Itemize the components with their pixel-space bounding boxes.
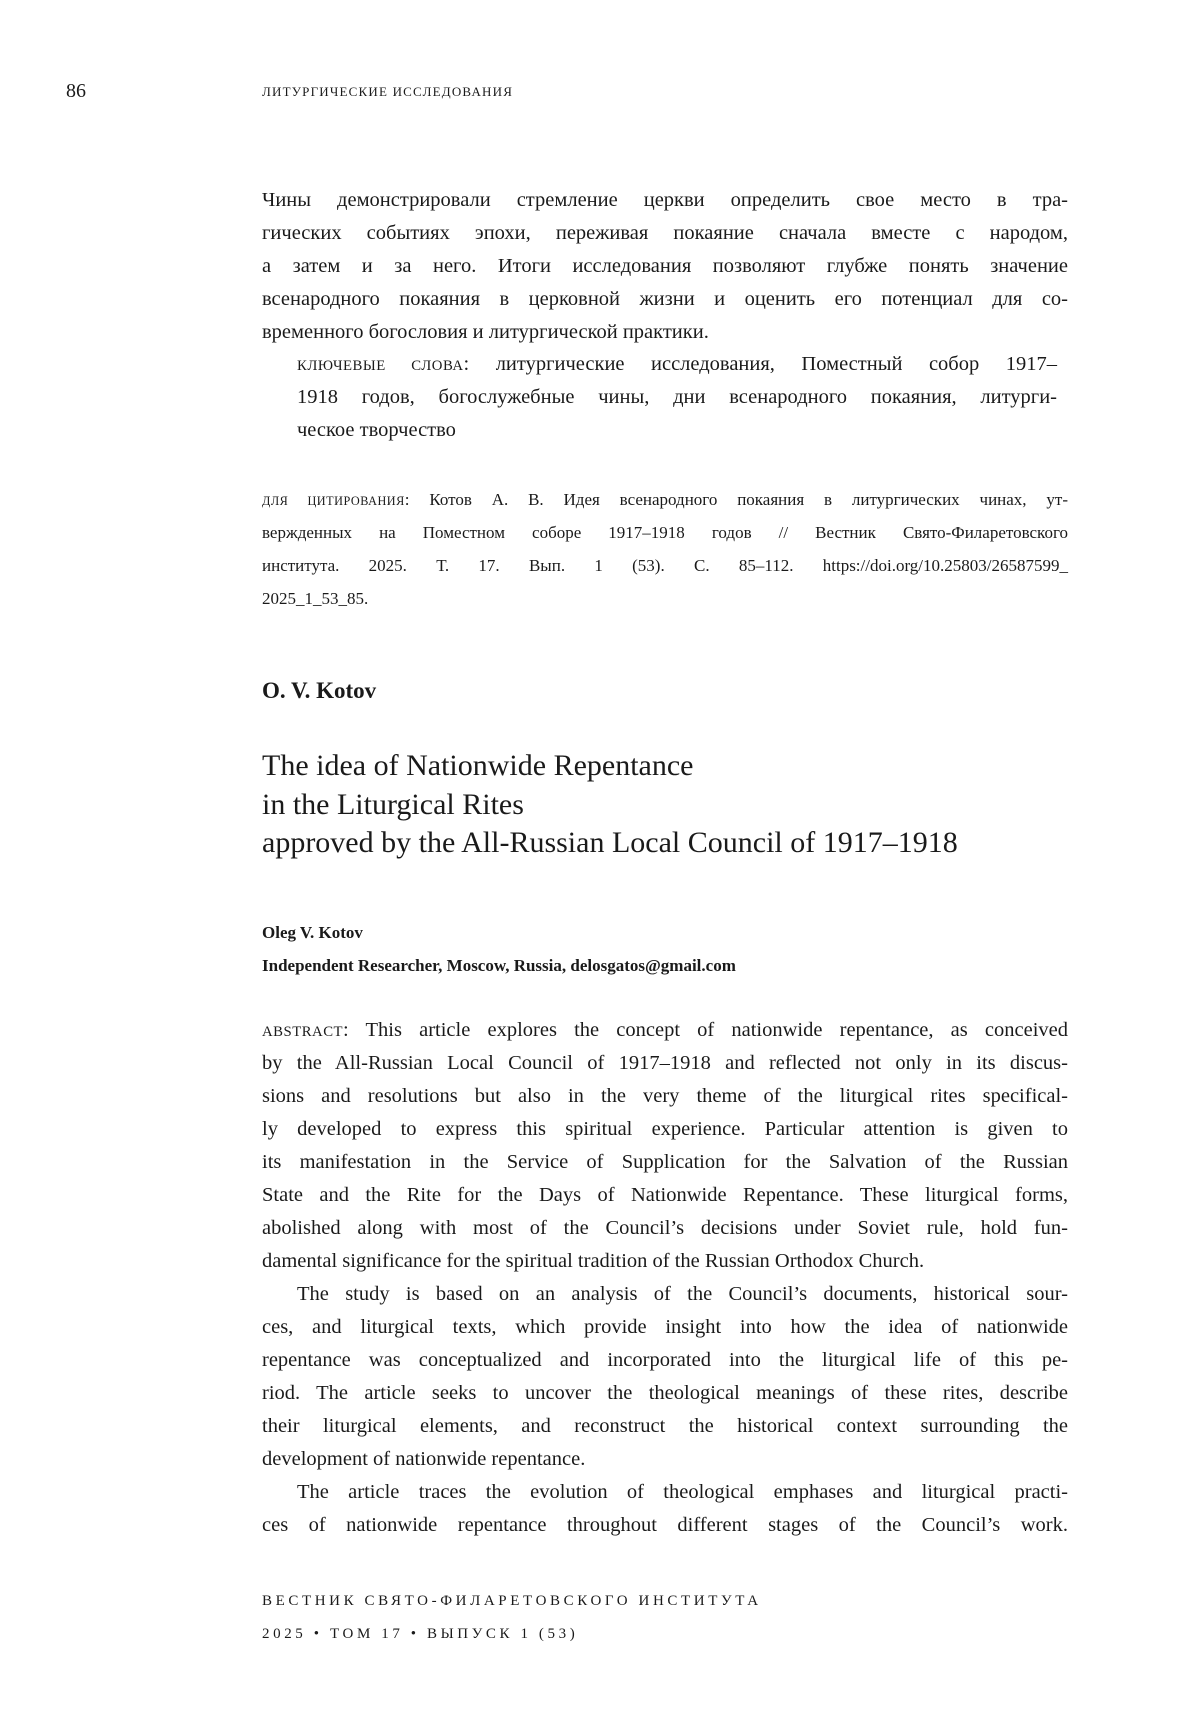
line-text: : Котов А. В. Идея всенародного покаяния в литургических чинах, ут- xyxy=(405,490,1068,509)
line-text: 2025_1_53_85. xyxy=(262,589,368,608)
line-text: ly developed to express this spiritual experience. Particular attention is given to xyxy=(262,1118,1068,1140)
line-text: гических событиях эпохи, переживая покаяние сначала вместе с народом, xyxy=(262,222,1068,244)
article-title xyxy=(262,747,958,863)
text-line xyxy=(262,582,1068,615)
line-text: всенародного покаяния в церковной жизни и оценить его потенциал для со- xyxy=(262,288,1068,310)
text-line xyxy=(262,1410,1068,1443)
abstract-paragraph-1 xyxy=(262,1014,1068,1278)
line-text: riod. The article seeks to uncover the theological meanings of these rites, describe xyxy=(262,1382,1068,1404)
text-line xyxy=(262,1509,1068,1542)
line-text: 1918 годов, богослужебные чины, дни всенародного покаяния, литурги- xyxy=(297,386,1057,408)
section-label: ДЛЯ ЦИТИРОВАНИЯ xyxy=(262,494,405,508)
line-text: development of nationwide repentance. xyxy=(262,1448,585,1470)
text-line xyxy=(262,1245,1068,1278)
author-info xyxy=(262,916,736,982)
text-line xyxy=(262,1179,1068,1212)
text-line xyxy=(262,217,1068,250)
text-line xyxy=(262,1278,1068,1311)
text-line xyxy=(262,1113,1068,1146)
line-text: ческое творчество xyxy=(297,419,456,441)
text-line xyxy=(262,483,1068,516)
text-line xyxy=(262,316,1068,349)
section-label: КЛЮЧЕВЫЕ СЛОВА xyxy=(297,358,464,374)
ru-abstract-end xyxy=(262,184,1068,349)
text-line xyxy=(262,184,1068,217)
line-text: State and the Rite for the Days of Nationwide Repentance. These liturgical forms, xyxy=(262,1184,1068,1206)
text-line xyxy=(297,414,1057,447)
text-line xyxy=(262,516,1068,549)
line-text: abolished along with most of the Council’s decisions under Soviet rule, hold fun- xyxy=(262,1217,1068,1239)
line-text: by the All-Russian Local Council of 1917–1918 and reflected not only in its discus- xyxy=(262,1052,1068,1074)
line-text: временного богословия и литургической практики. xyxy=(262,321,709,343)
keywords xyxy=(297,348,1057,447)
journal-footer xyxy=(262,1585,762,1651)
text-line xyxy=(262,250,1068,283)
line-text: damental significance for the spiritual tradition of the Russian Orthodox Church. xyxy=(262,1250,924,1272)
line-text: its manifestation in the Service of Supplication for the Salvation of the Russian xyxy=(262,1151,1068,1173)
text-line xyxy=(262,1014,1068,1047)
text-line xyxy=(262,549,1068,582)
line-text: ces of nationwide repentance throughout different stages of the Council’s work. xyxy=(262,1514,1068,1536)
line-text: The study is based on an analysis of the Council’s documents, historical sour- xyxy=(297,1283,1068,1305)
line-text: sions and resolutions but also in the very theme of the liturgical rites specifical- xyxy=(262,1085,1068,1107)
text-line xyxy=(262,1146,1068,1179)
line-text: вержденных на Поместном соборе 1917–1918 годов // Вестник Свято-Филаретовского xyxy=(262,523,1068,542)
line-text: : литургические исследования, Поместный собор 1917– xyxy=(464,353,1057,375)
title-line: approved by the All-Russian Local Council of 1917–1918 xyxy=(262,824,958,863)
line-text: Чины демонстрировали стремление церкви определить свое место в тра- xyxy=(262,189,1068,211)
text-line xyxy=(262,1311,1068,1344)
text-line xyxy=(262,1377,1068,1410)
text-line xyxy=(262,1212,1068,1245)
text-line xyxy=(262,1443,1068,1476)
running-title: ЛИТУРГИЧЕСКИЕ ИССЛЕДОВАНИЯ xyxy=(262,84,513,100)
text-line xyxy=(262,1047,1068,1080)
citation xyxy=(262,483,1068,615)
abstract-paragraph-2 xyxy=(262,1278,1068,1476)
text-line xyxy=(262,1344,1068,1377)
section-label: ABSTRACT xyxy=(262,1024,343,1040)
text-line xyxy=(262,1080,1068,1113)
text-line xyxy=(297,348,1057,381)
text-line xyxy=(297,381,1057,414)
title-line: in the Liturgical Rites xyxy=(262,786,958,825)
line-text: а затем и за него. Итоги исследования позволяют глубже понять значение xyxy=(262,255,1068,277)
text-line xyxy=(262,1476,1068,1509)
line-text: repentance was conceptualized and incorporated into the liturgical life of this pe- xyxy=(262,1349,1068,1371)
title-line: The idea of Nationwide Repentance xyxy=(262,747,958,786)
issue-info: 2025 • ТОМ 17 • ВЫПУСК 1 (53) xyxy=(262,1618,762,1651)
line-text: their liturgical elements, and reconstruct the historical context surrounding the xyxy=(262,1415,1068,1437)
author-full-name: Oleg V. Kotov xyxy=(262,916,736,949)
line-text: : This article explores the concept of nationwide repentance, as conceived xyxy=(343,1019,1068,1041)
affiliation: Independent Researcher, Moscow, Russia, delosgatos@gmail.com xyxy=(262,949,736,982)
line-text: ces, and liturgical texts, which provide insight into how the idea of nationwide xyxy=(262,1316,1068,1338)
text-line xyxy=(262,283,1068,316)
journal-name: ВЕСТНИК СВЯТО-ФИЛАРЕТОВСКОГО ИНСТИТУТА xyxy=(262,1585,762,1618)
author-short-name: O. V. Kotov xyxy=(262,678,376,704)
line-text: института. 2025. Т. 17. Вып. 1 (53). С. 85–112. https://doi.org/10.25803/26587599_ xyxy=(262,556,1068,575)
line-text: The article traces the evolution of theological emphases and liturgical practi- xyxy=(297,1481,1068,1503)
abstract-paragraph-3 xyxy=(262,1476,1068,1542)
page-number: 86 xyxy=(66,80,86,103)
